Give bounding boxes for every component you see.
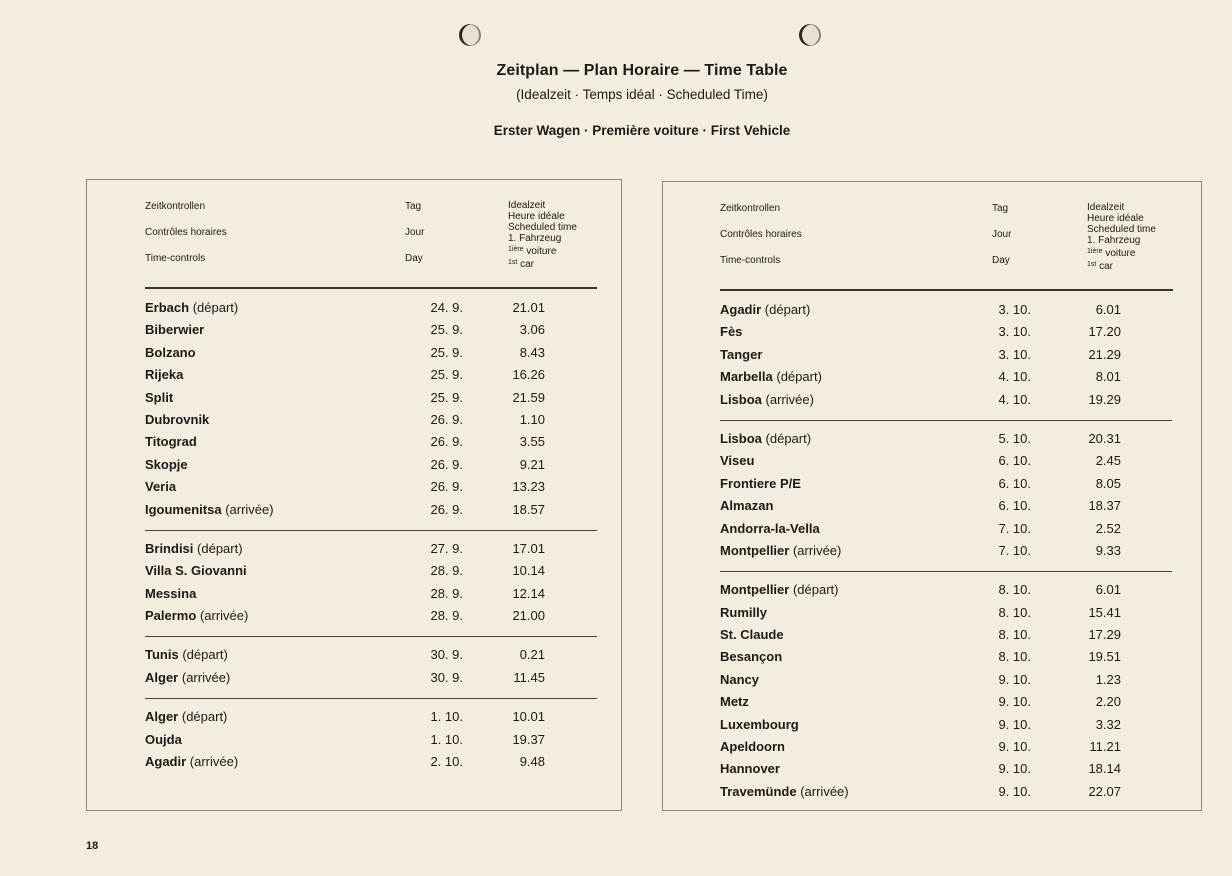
- table-row: [720, 369, 1180, 391]
- timetable-right: [662, 181, 1202, 811]
- row-day: 7. 10.: [998, 520, 1031, 536]
- header-day-de: Tag: [992, 203, 1009, 214]
- place-name: Agadir: [145, 754, 187, 770]
- place-name: Andorra-la-Vella: [720, 520, 820, 536]
- header-controls-fr: Contrôles horaires: [145, 227, 227, 238]
- header-time-de: Idealzeit: [1087, 202, 1125, 213]
- place-note: (départ): [197, 540, 243, 556]
- row-time: 17.20: [1088, 324, 1121, 340]
- table-row: [145, 345, 605, 367]
- page-title: Zeitplan — Plan Horaire — Time Table: [496, 62, 788, 79]
- row-time: 21.29: [1088, 346, 1121, 362]
- row-time: 8.01: [1095, 369, 1121, 385]
- header-day-fr: Jour: [405, 227, 425, 238]
- row-time: 18.37: [1088, 498, 1121, 514]
- place-note: (arrivée): [181, 669, 231, 685]
- place-note: (arrivée): [225, 501, 274, 517]
- place-note: (départ): [192, 300, 239, 315]
- row-time: 22.07: [1088, 783, 1121, 799]
- group-separator: [145, 530, 597, 531]
- table-row: [145, 586, 605, 608]
- header-time-voiture: voiture: [526, 246, 557, 257]
- table-row: [720, 453, 1180, 475]
- row-day: 2. 10.: [430, 754, 463, 770]
- row-time: 18.14: [1088, 761, 1121, 777]
- place-note: (arrivée): [792, 542, 842, 558]
- table-row: [145, 390, 605, 412]
- place-name: Skopje: [145, 456, 188, 472]
- place-note: (départ): [182, 647, 228, 663]
- row-day: 28. 9.: [430, 608, 463, 624]
- table-row: [145, 502, 605, 524]
- header-day: [405, 200, 424, 278]
- row-day: 3. 10.: [998, 302, 1031, 317]
- place-name: Lisboa: [720, 391, 762, 407]
- table-row: [720, 761, 1180, 783]
- place-note: (arrivée): [189, 754, 239, 770]
- header-time-en: Scheduled time: [508, 222, 577, 233]
- row-day: 26. 9.: [430, 411, 463, 427]
- row-day: 25. 9.: [430, 367, 463, 383]
- place-name: Split: [145, 389, 174, 405]
- place-name: Besançon: [720, 649, 783, 665]
- row-time: 9.33: [1095, 542, 1121, 558]
- table-row: [145, 367, 605, 389]
- place-name: Dubrovnik: [145, 411, 210, 427]
- binder-hole-right: [799, 24, 821, 46]
- place-note: (départ): [776, 369, 822, 385]
- row-time: 8.43: [519, 344, 545, 360]
- row-time: 0.21: [519, 647, 545, 663]
- row-time: 10.14: [512, 563, 545, 579]
- table-row: [145, 300, 605, 322]
- row-day: 26. 9.: [430, 456, 463, 472]
- place-name: Travemünde: [720, 783, 797, 799]
- header-time-de: Idealzeit: [508, 200, 546, 211]
- place-name: Alger: [145, 669, 179, 685]
- place-name: Viseu: [720, 453, 755, 469]
- header-time-en: Scheduled time: [1087, 224, 1156, 235]
- header-rule: [720, 289, 1173, 291]
- row-time: 9.48: [519, 754, 545, 770]
- header-time-vehicle-fr: [508, 244, 577, 257]
- header-time-sup-fr: 1ière: [508, 246, 524, 253]
- row-time: 9.21: [519, 456, 545, 472]
- timetable-left: [86, 179, 622, 811]
- row-time: 2.45: [1095, 453, 1121, 469]
- place-name: Marbella: [720, 369, 773, 385]
- table-row: [720, 672, 1180, 694]
- row-time: 10.01: [512, 709, 545, 725]
- table-row: [145, 322, 605, 344]
- place-name: Frontiere P/E: [720, 475, 801, 491]
- place-name: Erbach: [145, 300, 190, 315]
- header-controls: [720, 202, 802, 280]
- group-separator: [720, 420, 1172, 421]
- row-day: 26. 9.: [430, 501, 463, 517]
- header-time-vehicle-de: 1. Fahrzeug: [508, 233, 562, 244]
- place-note: (départ): [181, 709, 228, 725]
- row-time: 1.10: [519, 411, 545, 427]
- table-row: [720, 431, 1180, 453]
- row-time: 3.55: [519, 434, 545, 450]
- row-time: 19.37: [512, 731, 545, 747]
- row-day: 1. 10.: [430, 731, 463, 747]
- place-name: Agadir: [720, 302, 762, 317]
- place-name: Bolzano: [145, 344, 196, 360]
- place-name: Titograd: [145, 434, 197, 450]
- row-day: 8. 10.: [998, 649, 1031, 665]
- table-row: [720, 347, 1180, 369]
- page-subtitle: (Idealzeit · Temps idéal · Scheduled Time): [516, 87, 768, 102]
- header-day: [992, 202, 1011, 280]
- table-row: [720, 302, 1180, 324]
- table-row: [145, 754, 605, 776]
- row-time: 3.32: [1095, 716, 1121, 732]
- place-note: (arrivée): [800, 783, 849, 799]
- place-name: Montpellier: [720, 542, 790, 558]
- row-time: 17.29: [1088, 627, 1121, 643]
- place-name: Messina: [145, 585, 197, 601]
- row-day: 30. 9.: [430, 647, 463, 663]
- right-rows: [720, 302, 1180, 806]
- header-time-fr: Heure idéale: [1087, 213, 1144, 224]
- header-time-vehicle-en: [508, 257, 577, 270]
- row-day: 4. 10.: [998, 391, 1031, 407]
- header-time-vehicle-de: 1. Fahrzeug: [1087, 235, 1141, 246]
- place-name: Oujda: [145, 731, 182, 747]
- place-note: (départ): [764, 302, 811, 317]
- header-time-sup-fr: 1ière: [1087, 248, 1103, 255]
- row-day: 28. 9.: [430, 563, 463, 579]
- row-day: 26. 9.: [430, 434, 463, 450]
- place-name: Tunis: [145, 647, 179, 663]
- row-time: 1.23: [1095, 671, 1121, 687]
- left-rows: [145, 300, 605, 776]
- row-time: 21.59: [512, 389, 545, 405]
- row-day: 9. 10.: [998, 783, 1031, 799]
- place-name: Rijeka: [145, 367, 184, 383]
- table-row: [720, 739, 1180, 761]
- row-time: 6.01: [1095, 582, 1121, 598]
- page-number: 18: [86, 840, 99, 852]
- header-controls: [145, 200, 227, 278]
- vehicle-heading: Erster Wagen · Première voiture · First Vehicle: [493, 123, 791, 138]
- header-time-car: car: [1099, 261, 1114, 272]
- table-row: [720, 717, 1180, 739]
- table-row: [145, 608, 605, 630]
- table-row: [720, 543, 1180, 565]
- row-time: 18.57: [512, 501, 545, 517]
- table-row: [145, 434, 605, 456]
- row-day: 26. 9.: [430, 479, 463, 495]
- group-separator: [145, 636, 597, 637]
- header-time-vehicle-en: [1087, 259, 1156, 272]
- header-time-car: car: [520, 259, 535, 270]
- row-day: 30. 9.: [430, 669, 463, 685]
- row-day: 9. 10.: [998, 761, 1031, 777]
- table-row: [145, 670, 605, 692]
- table-row: [720, 649, 1180, 671]
- place-name: Veria: [145, 479, 177, 495]
- place-name: Igoumenitsa: [145, 501, 222, 517]
- place-note: (départ): [765, 430, 812, 446]
- row-day: 8. 10.: [998, 627, 1031, 643]
- row-day: 28. 9.: [430, 585, 463, 601]
- row-day: 25. 9.: [430, 344, 463, 360]
- row-day: 9. 10.: [998, 671, 1031, 687]
- row-day: 3. 10.: [998, 346, 1031, 362]
- row-day: 27. 9.: [430, 540, 463, 556]
- header-day-en: Day: [405, 253, 423, 264]
- row-time: 21.01: [512, 300, 545, 315]
- row-day: 9. 10.: [998, 716, 1031, 732]
- row-day: 9. 10.: [998, 694, 1031, 710]
- row-day: 8. 10.: [998, 582, 1031, 598]
- row-day: 9. 10.: [998, 739, 1031, 755]
- table-row: [720, 605, 1180, 627]
- place-name: Palermo: [145, 608, 197, 624]
- row-time: 20.31: [1088, 430, 1121, 446]
- place-name: Montpellier: [720, 582, 790, 598]
- group-separator: [720, 571, 1172, 572]
- row-time: 11.21: [1089, 739, 1121, 755]
- row-time: 15.41: [1088, 604, 1121, 620]
- header-time-sup-en: 1st: [508, 259, 518, 266]
- row-time: 8.05: [1095, 475, 1121, 491]
- place-name: Alger: [145, 709, 179, 725]
- row-day: 5. 10.: [998, 430, 1031, 446]
- table-row: [720, 392, 1180, 414]
- table-row: [145, 412, 605, 434]
- row-time: 2.20: [1095, 694, 1121, 710]
- table-row: [145, 479, 605, 501]
- row-time: 13.23: [512, 479, 545, 495]
- header-time-vehicle-fr: [1087, 246, 1156, 259]
- row-time: 12.14: [512, 585, 545, 601]
- header-controls-de: Zeitkontrollen: [720, 203, 781, 214]
- place-note: (départ): [792, 582, 839, 598]
- place-name: Villa S. Giovanni: [145, 563, 247, 579]
- place-name: Luxembourg: [720, 716, 799, 732]
- row-day: 3. 10.: [998, 324, 1031, 340]
- table-row: [720, 582, 1180, 604]
- place-note: (arrivée): [765, 391, 814, 407]
- place-name: Metz: [720, 694, 749, 710]
- place-name: Rumilly: [720, 604, 767, 620]
- row-time: 19.29: [1088, 391, 1121, 407]
- header-day-de: Tag: [405, 201, 422, 212]
- table-row: [720, 498, 1180, 520]
- table-row: [145, 457, 605, 479]
- header-controls-fr: Contrôles horaires: [720, 229, 802, 240]
- row-day: 1. 10.: [430, 709, 463, 725]
- header-controls-en: Time-controls: [145, 253, 206, 264]
- row-time: 21.00: [512, 608, 545, 624]
- row-time: 2.52: [1095, 520, 1121, 536]
- header-day-en: Day: [992, 255, 1010, 266]
- row-day: 25. 9.: [430, 322, 463, 338]
- row-day: 6. 10.: [998, 498, 1031, 514]
- place-name: Nancy: [720, 671, 760, 687]
- row-day: 24. 9.: [430, 300, 463, 315]
- row-time: 6.01: [1095, 302, 1121, 317]
- header-rule: [145, 287, 597, 289]
- table-row: [145, 647, 605, 669]
- row-day: 25. 9.: [430, 389, 463, 405]
- table-row: [145, 563, 605, 585]
- row-day: 7. 10.: [998, 542, 1031, 558]
- row-time: 16.26: [512, 367, 545, 383]
- header-controls-en: Time-controls: [720, 255, 781, 266]
- place-note: (arrivée): [199, 608, 249, 624]
- row-time: 3.06: [519, 322, 545, 338]
- place-name: Almazan: [720, 498, 774, 514]
- table-row: [720, 324, 1180, 346]
- row-time: 11.45: [513, 669, 545, 685]
- table-row: [145, 732, 605, 754]
- row-day: 8. 10.: [998, 604, 1031, 620]
- header-day-fr: Jour: [992, 229, 1012, 240]
- header-time: [1087, 202, 1156, 272]
- binder-hole-left: [459, 24, 481, 46]
- row-day: 4. 10.: [998, 369, 1031, 385]
- table-row: [145, 709, 605, 731]
- place-name: Fès: [720, 324, 743, 340]
- table-row: [720, 476, 1180, 498]
- header-time-fr: Heure idéale: [508, 211, 565, 222]
- place-name: Hannover: [720, 761, 780, 777]
- table-row: [720, 627, 1180, 649]
- table-row: [145, 541, 605, 563]
- header-time: [508, 200, 577, 270]
- group-separator: [145, 698, 597, 699]
- table-row: [720, 694, 1180, 716]
- row-time: 17.01: [512, 540, 545, 556]
- place-name: Brindisi: [145, 540, 194, 556]
- place-name: Tanger: [720, 346, 763, 362]
- row-day: 6. 10.: [998, 453, 1031, 469]
- header-time-sup-en: 1st: [1087, 261, 1097, 268]
- header-controls-de: Zeitkontrollen: [145, 201, 206, 212]
- table-row: [720, 784, 1180, 806]
- table-row: [720, 521, 1180, 543]
- row-time: 19.51: [1088, 649, 1121, 665]
- place-name: Apeldoorn: [720, 739, 785, 755]
- place-name: St. Claude: [720, 627, 784, 643]
- header-time-voiture: voiture: [1105, 248, 1136, 259]
- place-name: Lisboa: [720, 430, 762, 446]
- place-name: Biberwier: [145, 322, 205, 338]
- row-day: 6. 10.: [998, 475, 1031, 491]
